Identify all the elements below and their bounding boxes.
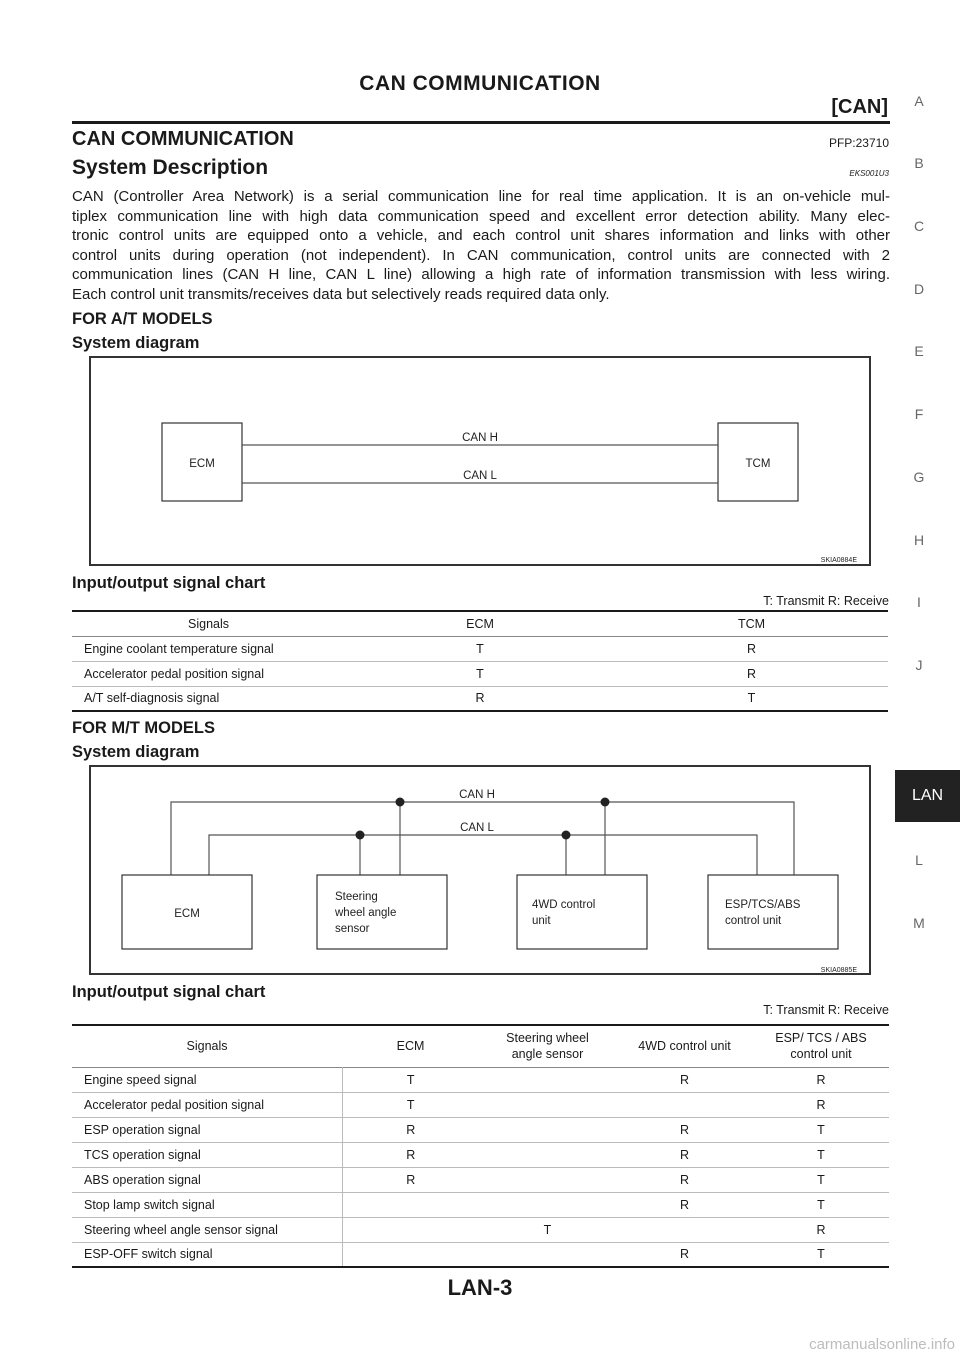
can-l-label: CAN L xyxy=(460,822,494,834)
side-index-letter[interactable]: H xyxy=(913,532,925,548)
table-cell: Accelerator pedal position signal xyxy=(84,666,264,681)
table-row xyxy=(72,1092,889,1117)
table-header: Steering wheel angle sensor xyxy=(506,1031,589,1062)
table-row xyxy=(72,1142,889,1167)
pfp-code: PFP:23710 xyxy=(828,136,889,150)
table-cell: Engine speed signal xyxy=(84,1072,197,1087)
esp-label-line: control unit xyxy=(725,915,782,927)
table-cell: Stop lamp switch signal xyxy=(84,1197,215,1212)
junction-dot xyxy=(562,831,571,840)
table-cell: T xyxy=(817,1247,825,1262)
side-index-letter[interactable]: C xyxy=(913,218,925,234)
system-description-title: System Description xyxy=(72,156,269,179)
table-row xyxy=(72,636,888,661)
text-line: control units during operation (not independent). In CAN communication, control units are connected with 2 xyxy=(72,246,890,264)
table-cell: R xyxy=(679,1172,690,1187)
at-system-diagram xyxy=(89,356,871,566)
table-cell: T xyxy=(817,1122,825,1137)
can-l-label: CAN L xyxy=(463,470,497,482)
watermark: carmanualsonline.info xyxy=(809,1336,955,1353)
table-cell: R xyxy=(746,666,757,681)
table-cell: T xyxy=(817,1172,825,1187)
table-header: TCM xyxy=(737,616,766,631)
tcm-label: TCM xyxy=(745,458,771,470)
mt-signal-table xyxy=(72,1024,889,1268)
table-header: ECM xyxy=(466,616,494,631)
running-header-title: CAN COMMUNICATION xyxy=(359,72,601,95)
steering-label-line: wheel angle xyxy=(335,907,397,919)
table-cell: TCS operation signal xyxy=(84,1147,201,1162)
table-header: 4WD control unit xyxy=(638,1039,731,1054)
table-cell: Steering wheel angle sensor signal xyxy=(84,1222,278,1237)
table-cell: ESP-OFF switch signal xyxy=(84,1247,213,1262)
steering-label-line: Steering xyxy=(335,891,378,903)
table-row xyxy=(72,686,888,711)
table-cell: T xyxy=(817,1197,825,1212)
table-cell: R xyxy=(342,1142,479,1167)
side-index-letter[interactable]: F xyxy=(914,406,924,422)
table-cell: T xyxy=(747,691,756,706)
table-cell: R xyxy=(816,1072,826,1087)
table-cell: R xyxy=(679,1122,690,1137)
table-cell: R xyxy=(679,1072,690,1087)
system-description-text xyxy=(72,187,890,305)
table-row xyxy=(72,1167,889,1192)
running-header-tag: [CAN] xyxy=(831,96,888,118)
junction-dot xyxy=(601,798,610,807)
text-line: communication lines (CAN H line, CAN L line) allowing a high rate of information transmission with less wiring. xyxy=(72,266,890,284)
mt-system-diagram xyxy=(89,765,871,975)
table-row xyxy=(72,1192,889,1217)
table-header: ECM xyxy=(396,1039,425,1054)
table-cell: T xyxy=(342,1067,479,1092)
side-index-letter[interactable]: E xyxy=(914,343,924,359)
table-cell: T xyxy=(342,1092,479,1117)
header-rule xyxy=(72,121,890,124)
at-signal-chart-heading: Input/output signal chart xyxy=(72,574,266,592)
table-cell: R xyxy=(679,1247,690,1262)
mt-system-diagram-heading: System diagram xyxy=(72,743,200,761)
text-line: CAN (Controller Area Network) is a serial communication line for real time application. It is an on-vehicle mul- xyxy=(72,188,890,205)
table-cell xyxy=(616,1217,753,1242)
table-cell xyxy=(479,1067,616,1092)
table-cell: R xyxy=(342,1167,479,1192)
table-cell: R xyxy=(816,1222,826,1237)
table-cell: A/T self-diagnosis signal xyxy=(84,691,220,706)
side-index-letter[interactable]: I xyxy=(917,594,921,610)
table-cell: T xyxy=(543,1222,552,1237)
table-row xyxy=(72,1242,889,1267)
table-cell: T xyxy=(476,666,484,681)
table-cell xyxy=(479,1167,616,1192)
text-line: Each control unit transmits/receives data but selectively reads required data only. xyxy=(72,285,610,303)
side-index-letter[interactable]: D xyxy=(913,281,925,297)
figure-code: SKIA0884E xyxy=(820,557,857,564)
at-models-heading: FOR A/T MODELS xyxy=(72,310,213,328)
side-index-letter[interactable]: M xyxy=(913,915,925,931)
section-code: EKS001U3 xyxy=(849,169,889,178)
figure-code: SKIA0885E xyxy=(820,967,857,974)
side-index-letter[interactable]: J xyxy=(915,657,923,673)
table-header: Signals xyxy=(188,616,229,631)
table-cell xyxy=(342,1217,479,1242)
table-cell xyxy=(479,1192,616,1217)
table-cell: R xyxy=(679,1147,690,1162)
at-legend: T: Transmit R: Receive xyxy=(763,594,889,608)
mt-models-heading: FOR M/T MODELS xyxy=(72,719,215,737)
table-cell: ABS operation signal xyxy=(84,1172,201,1187)
table-cell: ESP operation signal xyxy=(84,1122,201,1137)
can-h-line xyxy=(171,802,794,875)
mt-legend: T: Transmit R: Receive xyxy=(763,1003,889,1017)
text-line: tiplex communication line with high data communication speed and excellent error detection ability. Many elec- xyxy=(72,207,890,225)
table-header: Signals xyxy=(186,1039,228,1054)
table-cell: R xyxy=(746,641,757,656)
4wd-control-unit-box xyxy=(517,875,647,949)
mt-signal-chart-heading: Input/output signal chart xyxy=(72,983,266,1001)
side-index-tab-lan[interactable]: LAN xyxy=(895,770,960,822)
table-row xyxy=(72,1217,889,1242)
table-cell: Accelerator pedal position signal xyxy=(84,1097,264,1112)
table-row xyxy=(72,1067,889,1092)
table-cell xyxy=(479,1142,616,1167)
table-cell xyxy=(479,1117,616,1142)
4wd-label-line: unit xyxy=(532,915,551,927)
table-cell: R xyxy=(475,691,485,706)
side-index-letter[interactable]: G xyxy=(913,469,925,485)
table-cell: Engine coolant temperature signal xyxy=(84,641,274,656)
table-cell xyxy=(342,1242,479,1267)
table-cell: R xyxy=(342,1117,479,1142)
at-system-diagram-heading: System diagram xyxy=(72,334,200,352)
side-index-letter[interactable]: L xyxy=(915,852,923,868)
side-index-letter[interactable]: A xyxy=(914,93,924,109)
table-cell xyxy=(342,1192,479,1217)
table-row xyxy=(72,661,888,686)
side-index-letter[interactable]: B xyxy=(914,155,924,171)
table-row xyxy=(72,1117,889,1142)
table-cell xyxy=(479,1092,616,1117)
can-l-line xyxy=(209,835,757,875)
can-h-label: CAN H xyxy=(459,789,495,801)
at-signal-table xyxy=(72,610,888,712)
esp-label-line: ESP/TCS/ABS xyxy=(725,899,801,911)
junction-dot xyxy=(356,831,365,840)
ecm-label: ECM xyxy=(189,458,215,470)
table-cell xyxy=(616,1092,753,1117)
ecm-label: ECM xyxy=(174,908,200,920)
table-header: ESP/ TCS / ABS control unit xyxy=(775,1031,867,1062)
text-line: tronic control units are equipped onto a vehicle, and each control unit shares information and links with other xyxy=(72,227,890,245)
junction-dot xyxy=(396,798,405,807)
table-cell: R xyxy=(816,1097,826,1112)
4wd-label-line: 4WD control xyxy=(532,899,596,911)
steering-label-line: sensor xyxy=(335,923,370,935)
table-cell: R xyxy=(679,1197,690,1212)
can-h-label: CAN H xyxy=(462,432,498,444)
page-number: LAN-3 xyxy=(447,1275,513,1300)
table-cell: T xyxy=(817,1147,825,1162)
section-title: CAN COMMUNICATION xyxy=(72,128,294,150)
table-cell xyxy=(479,1242,616,1267)
esp-control-unit-box xyxy=(708,875,838,949)
table-cell: T xyxy=(476,641,484,656)
